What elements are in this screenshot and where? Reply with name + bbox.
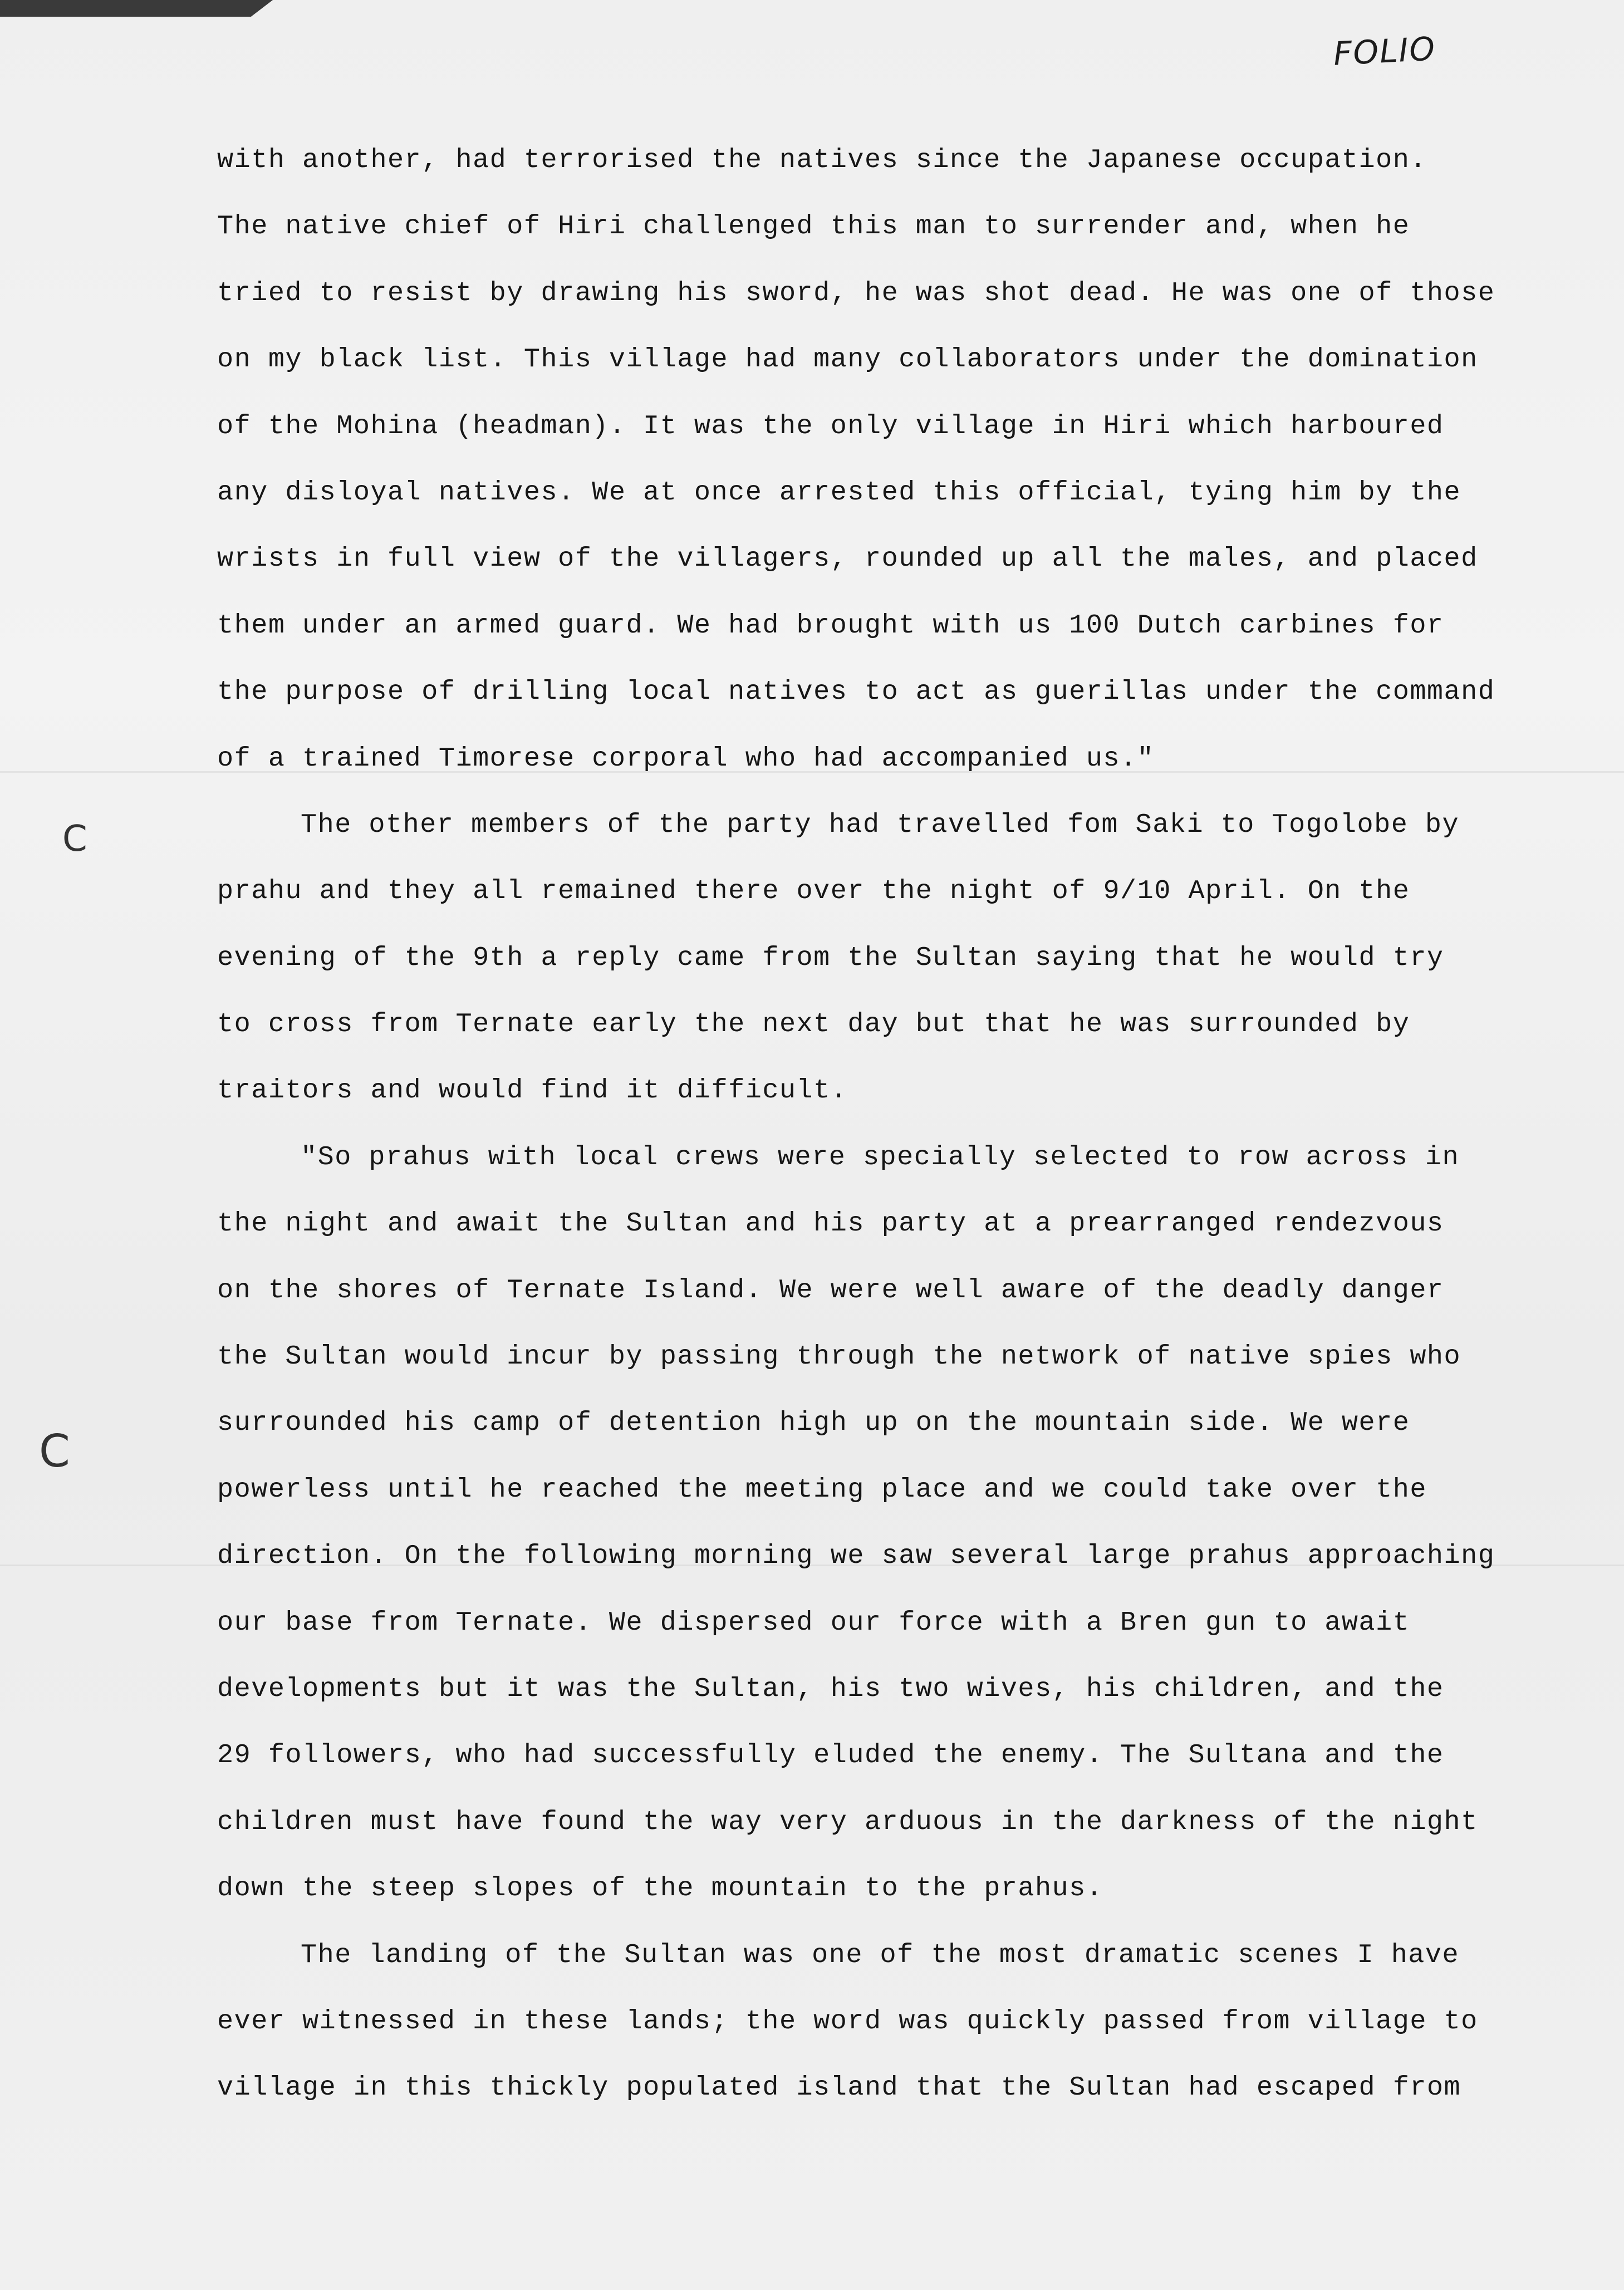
text-line: of the Mohina (headman). It was the only village in Hiri which harboured (217, 410, 1444, 442)
text-line: village in this thickly populated island that the Sultan had escaped from (217, 2072, 1461, 2103)
text-line: on my black list. This village had many collaborators under the domination (217, 344, 1478, 375)
text-line: the purpose of drilling local natives to act as guerillas under the command (217, 676, 1495, 708)
typed-text-body (217, 127, 1564, 2121)
text-line: "So prahus with local crews were specially selected to row across in (301, 1141, 1460, 1173)
text-line: the Sultan would incur by passing through the network of native spies who (217, 1341, 1461, 1372)
text-line: on the shores of Ternate Island. We were well aware of the deadly danger (217, 1274, 1444, 1306)
text-line: tried to resist by drawing his sword, he was shot dead. He was one of those (217, 277, 1495, 308)
margin-pencil-mark: C (62, 818, 87, 860)
text-line: them under an armed guard. We had brought with us 100 Dutch carbines for (217, 610, 1444, 641)
margin-pencil-mark: C (39, 1425, 70, 1477)
text-line: wrists in full view of the villagers, rounded up all the males, and placed (217, 543, 1478, 575)
text-line: of a trained Timorese corporal who had accompanied us." (217, 743, 1155, 774)
text-line: with another, had terrorised the natives since the Japanese occupation. (217, 145, 1427, 175)
text-line: children must have found the way very arduous in the darkness of the night (217, 1806, 1478, 1837)
text-line: ever witnessed in these lands; the word was quickly passed from village to (217, 2005, 1478, 2037)
text-line: The native chief of Hiri challenged this man to surrender and, when he (217, 211, 1410, 242)
folio-handwritten-note: FOLIO (1332, 30, 1437, 73)
text-line: The other members of the party had travelled fom Saki to Togolobe by (301, 809, 1460, 840)
text-line: our base from Ternate. We dispersed our force with a Bren gun to await (217, 1607, 1410, 1638)
text-line: to cross from Ternate early the next day but that he was surrounded by (217, 1009, 1410, 1040)
text-line: developments but it was the Sultan, his two wives, his children, and the (217, 1673, 1444, 1704)
text-line: down the steep slopes of the mountain to the prahus. (217, 1873, 1103, 1904)
text-line: traitors and would find it difficult. (217, 1075, 848, 1106)
text-line: evening of the 9th a reply came from the Sultan saying that he would try (217, 942, 1444, 973)
text-line: surrounded his camp of detention high up on the mountain side. We were (217, 1408, 1410, 1439)
text-line: powerless until he reached the meeting place and we could take over the (217, 1474, 1427, 1505)
text-line: The landing of the Sultan was one of the most dramatic scenes I have (301, 1939, 1460, 1970)
text-line: prahu and they all remained there over the night of 9/10 April. On the (217, 876, 1410, 907)
text-line: any disloyal natives. We at once arrested this official, tying him by the (217, 477, 1461, 508)
scan-edge-shadow (0, 0, 273, 17)
text-line: 29 followers, who had successfully eluded the enemy. The Sultana and the (217, 1740, 1444, 1771)
text-line: direction. On the following morning we saw several large prahus approaching (217, 1541, 1495, 1572)
text-line: the night and await the Sultan and his party at a prearranged rendezvous (217, 1208, 1444, 1239)
